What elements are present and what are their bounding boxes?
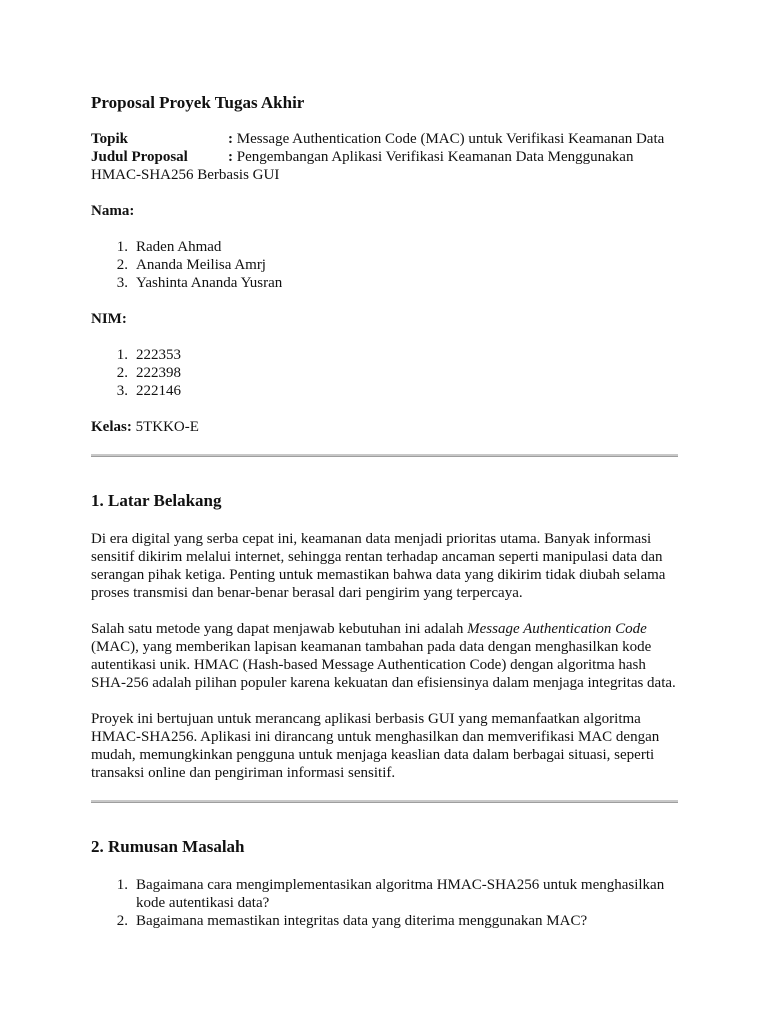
document-title: Proposal Proyek Tugas Akhir	[91, 93, 305, 112]
topic-value: Message Authentication Code (MAC) untuk Verifikasi Keamanan Data	[233, 131, 665, 147]
background-paragraph-2	[91, 620, 681, 692]
names-label: Nama:	[91, 203, 135, 219]
topic-colon: :	[228, 131, 233, 147]
list-number: 1.	[116, 347, 128, 363]
nim-list	[91, 346, 678, 400]
list-text: 222398	[136, 365, 181, 381]
horizontal-rule	[91, 454, 678, 457]
paragraph-text: Salah satu metode yang dapat menjawab kebutuhan ini adalah	[91, 621, 468, 637]
background-paragraph-3: Proyek ini bertujuan untuk merancang aplikasi berbasis GUI yang memanfaatkan algoritma HMAC-SHA256. Aplikasi ini dirancang untuk menghasilkan dan memverifikasi MAC dengan mudah, memungkinkan pengguna untuk menjaga keaslian data dalam berbagai situasi, seperti transaksi online dan pengiriman informasi sensitif.	[91, 711, 660, 781]
proposal-title-value-line1: Pengembangan Aplikasi Verifikasi Keamanan Data Menggunakan	[233, 149, 634, 165]
list-text: Bagaimana memastikan integritas data yang diterima menggunakan MAC?	[136, 913, 588, 929]
class-label: Kelas:	[91, 419, 132, 435]
proposal-title-colon: :	[228, 149, 233, 165]
list-item	[91, 256, 678, 274]
proposal-title-label: Judul Proposal	[91, 149, 188, 165]
background-paragraph-1: Di era digital yang serba cepat ini, keamanan data menjadi prioritas utama. Banyak informasi sensitif dikirim melalui internet, sehingga rentan terhadap ancaman seperti manipulasi data dan serangan pihak ketiga. Penting untuk memastikan bahwa data yang dikirim tidak diubah selama proses transmisi dan benar-benar berasal dari pengirim yang terpercaya.	[91, 531, 666, 601]
class-value: 5TKKO-E	[131, 419, 199, 435]
list-number: 2.	[116, 257, 128, 273]
names-list	[91, 238, 678, 292]
proposal-title-value-line2: HMAC-SHA256 Berbasis GUI	[91, 167, 280, 183]
proposal-title-row	[91, 148, 678, 184]
section-heading-problem-statement: 2. Rumusan Masalah	[91, 837, 245, 856]
horizontal-rule	[91, 800, 678, 803]
list-number: 2.	[116, 365, 128, 381]
list-number: 3.	[116, 383, 128, 399]
list-number: 2.	[116, 913, 128, 929]
list-text: 222146	[136, 383, 181, 399]
list-item	[91, 382, 678, 400]
class-row	[91, 418, 678, 436]
list-item	[91, 912, 681, 930]
list-item	[91, 274, 678, 292]
section-heading-background: 1. Latar Belakang	[91, 491, 222, 510]
list-text: Ananda Meilisa Amrj	[136, 257, 266, 273]
list-item	[91, 364, 678, 382]
list-item	[91, 876, 681, 912]
paragraph-text: (MAC), yang memberikan lapisan keamanan tambahan pada data dengan menghasilkan kode autentikasi unik. HMAC (Hash-based Message Authentication Code) dengan algoritma hash SHA-256 adalah pilihan populer karena kekuatan dan efisiensinya dalam menjaga integritas data.	[91, 639, 676, 691]
list-text: Bagaimana cara mengimplementasikan algoritma HMAC-SHA256 untuk menghasilkan kode autentikasi data?	[136, 877, 665, 911]
emphasized-term: Message Authentication Code	[467, 621, 647, 637]
problem-list	[91, 876, 681, 930]
list-number: 3.	[116, 275, 128, 291]
list-item	[91, 346, 678, 364]
nim-label: NIM:	[91, 311, 127, 327]
list-text: 222353	[136, 347, 181, 363]
list-text: Yashinta Ananda Yusran	[136, 275, 283, 291]
list-item	[91, 238, 678, 256]
list-number: 1.	[116, 877, 128, 893]
list-number: 1.	[116, 239, 128, 255]
list-text: Raden Ahmad	[136, 239, 222, 255]
topic-label: Topik	[91, 131, 128, 147]
topic-row	[91, 130, 678, 148]
